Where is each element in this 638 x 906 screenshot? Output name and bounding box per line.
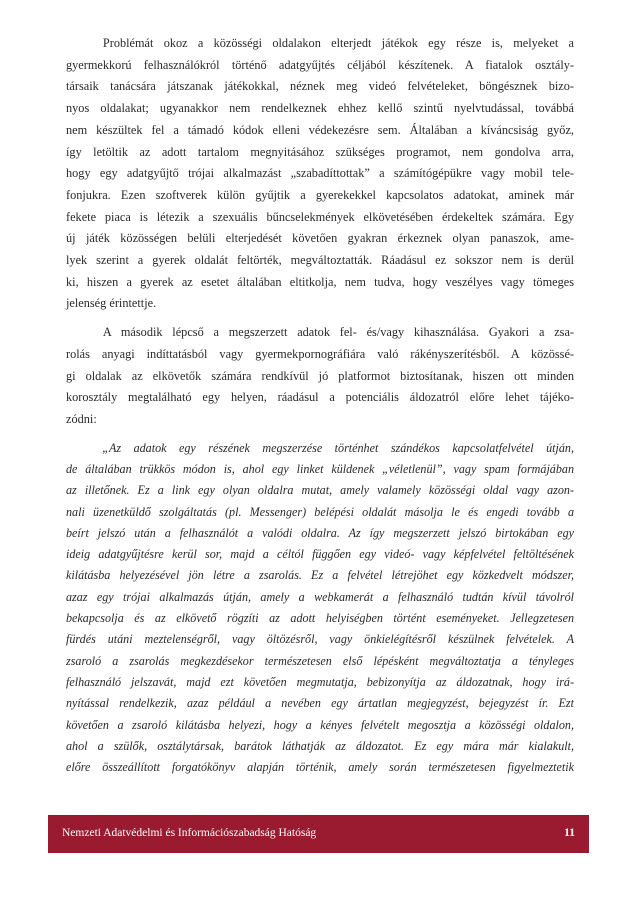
quote-paragraph: [66, 438, 574, 779]
text-line: így letöltik az adott tartalom megnyitásához szükséges programot, nem gondolva arra,: [66, 144, 574, 159]
text-line: „Az adatok egy részének megszerzése történhet szándékos kapcsolatfelvétel útján,: [66, 440, 574, 455]
text-line: új játék közösségen belüli elterjedését követően gyakran érkeznek olyan panaszok, ame-: [66, 231, 574, 246]
text-line: társaik tanácsára játszanak játékokkal, néznek meg videó felvételeket, böngésznek bizo-: [66, 79, 574, 94]
paragraph-1: [66, 33, 574, 315]
footer-title: Nemzeti Adatvédelmi és Információszabadság Hatóság: [62, 827, 317, 839]
text-line: zódni:: [66, 411, 97, 426]
text-line: A második lépcső a megszerzett adatok fel- és/vagy kihasználása. Gyakori a zsa-: [66, 325, 574, 340]
text-line: jelenség érintettje.: [66, 296, 157, 311]
body-text: [66, 33, 574, 778]
text-line: fürdés utáni meztelenségről, vagy öltözésről, vagy önkielégítésről készülnek felvételek. A: [66, 632, 574, 647]
text-line: felhasználó jelszavát, majd ezt követően megmutatja, bebizonyítja az áldozatnak, hogy irá-: [66, 674, 574, 689]
text-line: korosztály megtalálható egy helyen, ráadásul a potenciális áldozatról előre lehet tájéko-: [66, 390, 574, 405]
page-number: 11: [564, 827, 575, 839]
text-line: az illetőnek. Ez a link egy olyan oldalra mutat, amely valamely közösségi oldal vagy azon-: [66, 483, 574, 498]
text-line: nyítással rendelkezik, azaz például a nevében egy ártatlan megjegyzést, bejegyzést ír. Ezt: [66, 696, 574, 711]
text-line: ideig adatgyűjtésre kerül sor, majd a céltól függően egy videó- vagy képfelvétel feltöltésének: [66, 547, 574, 562]
text-line: nem készültek fel a támadó kódok elleni védekezésre sem. Általában a kíváncsiság győz,: [66, 122, 574, 137]
text-line: de általában trükkös módon is, ahol egy linket küldenek „véletlenül”, vagy spam formájában: [66, 461, 574, 476]
text-line: rolás anyagi indíttatásból vagy gyermekpornográfiára való rákényszerítésből. A közössé-: [66, 346, 574, 361]
text-line: bekapcsolja és az elkövető rögzíti az adott helyiségben történt eseményeket. Jellegzetesen: [66, 611, 574, 626]
text-line: nyos oldalakat; ugyanakkor nem rendelkeznek ehhez kellő szintű nyelvtudással, továbbá: [66, 101, 574, 116]
text-line: kilátásba helyezésével jön létre a zsarolás. Ez a felvétel létrejöhet egy közkedvelt módszer,: [66, 568, 574, 583]
text-line: gyermekkorú felhasználókról történő adatgyűjtés céljából készítenek. A fiatalok osztály-: [66, 57, 574, 72]
text-line: előre összeállított forgatókönyv alapján történik, amely során természetesen figyelmeztetik: [66, 760, 574, 775]
text-line: követően a zsaroló kilátásba helyezi, hogy a kényes felvételt megosztja a közösségi oldalon,: [66, 717, 574, 732]
text-line: fonjukra. Ezen szoftverek külön gyűjtik a gyerekekkel kapcsolatos adatokat, aminek már: [66, 187, 574, 202]
text-line: Problémát okoz a közösségi oldalakon elterjedt játékok egy része is, melyeket a: [66, 36, 574, 50]
text-line: ahol a szülők, osztálytársak, barátok láthatják az áldozatot. Ez egy mára már kialakult,: [66, 738, 574, 753]
text-line: gi oldalak az elkövetők számára rendkívül jó platformot biztosítanak, hiszen ott minden: [66, 368, 574, 383]
text-line: beírt jelszó után a felhasználót a valódi oldalra. Az így megszerzett jelszó birtokában egy: [66, 525, 574, 540]
paragraph-2: [66, 322, 574, 431]
text-line: azaz egy trójai alkalmazás útján, amely a webkamerát a felhasználó tudtán kívül távolról: [66, 589, 574, 604]
text-line: nali üzenetküldő szolgáltatás (pl. Messenger) belépési oldalát másolja le és engedi tovább a: [66, 504, 574, 519]
page-footer: [48, 815, 589, 853]
text-line: fekete piaca is létezik a szexuális bűncselekmények elkövetésében érdekeltek számára. Egy: [66, 209, 574, 224]
text-line: hogy egy adatgyűjtő trójai alkalmazást „szabadíttottak” a számítógépükre vagy mobil tele-: [66, 166, 574, 181]
text-line: lyek szerint a gyerek oldalát feltörték, megváltoztatták. Ráadásul ez sokszor nem is derül: [66, 253, 574, 268]
text-line: zsaroló a zsarolás megkezdésekor természetesen első lépésként megváltoztatja a tényleges: [66, 653, 574, 668]
text-line: ki, hiszen a gyerek az esetet általában eltitkolja, nem tudva, hogy veszélyes vagy tömeges: [66, 274, 574, 289]
